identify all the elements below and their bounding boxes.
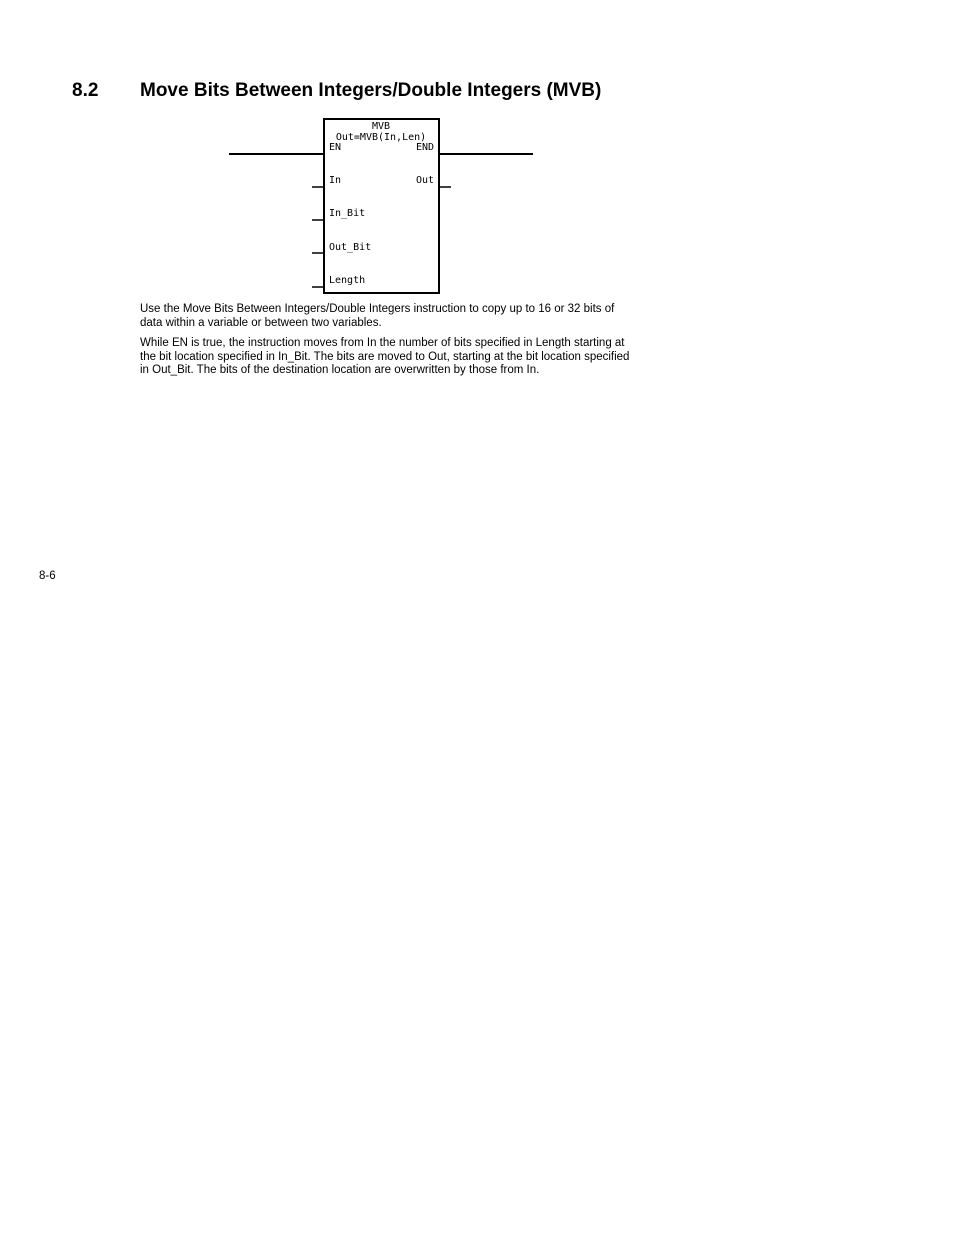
- operation-paragraph: While EN is true, the instruction moves from In the number of bits specified in Length starting at the bit location specified in In_Bit. The bits are moved to Out, starting at the bit location specified in Out_Bit. The bits of the destination location are overwritten by those from In.: [140, 337, 630, 377]
- section-title: Move Bits Between Integers/Double Integers (MVB): [140, 80, 602, 101]
- section-number: 8.2: [72, 80, 99, 101]
- block-formula: Out=MVB(In,Len): [335, 132, 427, 143]
- block-name: MVB: [371, 121, 391, 132]
- pin-label-end: END: [415, 142, 434, 153]
- pin-label-in-bit: In_Bit: [329, 208, 366, 219]
- pin-label-en: EN: [329, 142, 342, 153]
- description-paragraph: Use the Move Bits Between Integers/Double Integers instruction to copy up to 16 or 32 bits of data within a variable or between two variables.: [140, 303, 615, 329]
- mvb-function-block-diagram: [0, 0, 954, 300]
- pin-label-length: Length: [329, 275, 366, 286]
- pin-label-in: In: [329, 175, 342, 186]
- pin-label-out-bit: Out_Bit: [329, 242, 372, 253]
- page-number: 8-6: [39, 570, 56, 582]
- pin-label-out: Out: [415, 175, 434, 186]
